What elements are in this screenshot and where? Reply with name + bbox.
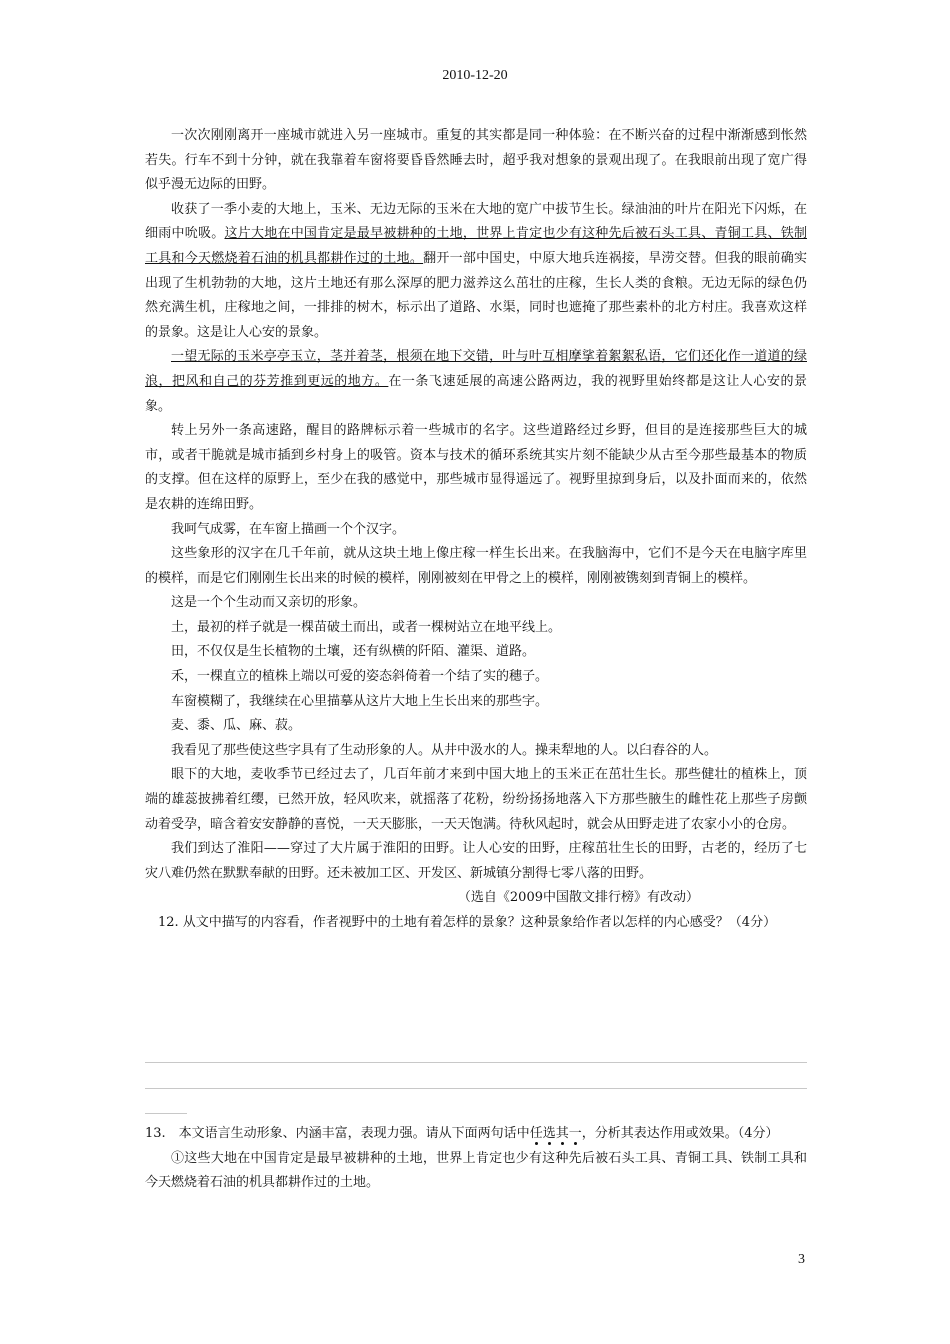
- paragraph: [145, 198, 807, 346]
- emphasis-char: 其: [555, 1126, 569, 1141]
- page-number: 3: [798, 1252, 805, 1267]
- paragraph: 这是一个个生动而又亲切的形象。: [171, 595, 367, 611]
- underlined-sentence: 这片大地在中国肯定是最早被耕种的土地，世界上肯定也少有这种先后被石头工具、青铜工具、铁制工具和今天燃烧着石油的机具都耕作过的土地。: [145, 226, 807, 266]
- paragraph: 田，不仅仅是生长植物的土壤，还有纵横的阡陌、灌渠、道路。: [171, 644, 536, 660]
- question-12: 12. 从文中描写的内容看，作者视野中的土地有着怎样的景象？这种景象给作者以怎样的内心感受？（4分）: [158, 915, 777, 930]
- paragraph: 转上另外一条高速路，醒目的路牌标示着一些城市的名字。这些道路经过乡野，但目的是连接那些巨大的城市，或者干脆就是城市插到乡村身上的吸管。资本与技术的循环系统其实片刻不能缺少从古至今那些最基本的物质的支撑。但在这样的原野上，至少在我的感觉中，那些城市显得遥远了。视野里掠到身后，以及扑面而来的，依然是农耕的连绵田野。: [145, 423, 807, 512]
- emphasis-char: 一: [568, 1126, 582, 1141]
- paragraph: 麦、黍、瓜、麻、菽。: [171, 718, 302, 734]
- answer-line[interactable]: [145, 1088, 807, 1089]
- question-text: ，分析其表达作用或效果。（4分）: [581, 1126, 779, 1141]
- paragraph: 我呵气成雾，在车窗上描画一个个汉字。: [171, 521, 406, 537]
- answer-line[interactable]: [145, 1062, 807, 1063]
- article-body: [145, 124, 807, 936]
- header-date: 2010-12-20: [442, 68, 508, 83]
- paragraph: 我们到达了淮阳——穿过了大片属于淮阳的田野。让人心安的田野，庄稼茁壮生长的田野，古老的，经历了七灾八难仍然在默默奉献的田野。还未被加工区、开发区、新城镇分割得七零八落的田野。: [145, 841, 807, 881]
- underlined-sentence: 一望无际的玉米亭亭玉立，茎并着茎，根须在地下交错，叶与叶互相摩挲着絮絮私语，它们还化作一道道的绿浪，把风和自己的芬芳推到更远的地方。: [145, 349, 807, 389]
- paragraph: [145, 345, 807, 419]
- answer-line[interactable]: [145, 1113, 187, 1114]
- emphasis-char: 任: [529, 1126, 543, 1141]
- emphasis-char: 选: [542, 1126, 556, 1141]
- paragraph-text: 收获了一季小麦的大地上，玉米、无边无际的玉米在大地的宽广中拔节生长。绿油油的叶片在阳光下闪烁，在细雨中吮吸。: [145, 201, 807, 242]
- paragraph: 土，最初的样子就是一棵苗破土而出，或者一棵树站立在地平线上。: [171, 619, 562, 635]
- paragraph: 车窗模糊了，我继续在心里描摹从这片大地上生长出来的那些字。: [171, 693, 549, 709]
- paragraph: 这些象形的汉字在几千年前，就从这块土地上像庄稼一样生长出来。在我脑海中，它们不是今天在电脑字库里的模样，而是它们刚刚生长出来的时候的模样，刚刚被刻在甲骨之上的模样，刚刚被镌刻到青铜上的模样。: [145, 546, 807, 586]
- question-text: 13. 本文语言生动形象、内涵丰富，表现力强。请从下面两句话中: [145, 1126, 530, 1141]
- paragraph: 眼下的大地，麦收季节已经过去了，几百年前才来到中国大地上的玉米正在茁壮生长。那些健壮的植株上，顶端的雄蕊披拂着红缨，已然开放，轻风吹来，就摇落了花粉，纷纷扬扬地落入下方那些腋生的雌性花上那些子房颤动着受孕，暗含着安安静静的喜悦，一天天膨胀，一天天饱满。待秋风起时，就会从田野走进了农家小小的仓房。: [145, 767, 807, 832]
- source-citation: （选自《2009中国散文排行榜》有改动）: [457, 890, 699, 906]
- paragraph: 禾，一棵直立的植株上端以可爱的姿态斜倚着一个结了实的穗子。: [171, 669, 549, 685]
- paragraph: 我看见了那些使这些字具有了生动形象的人。从井中汲水的人。操耒犁地的人。以臼舂谷的人。: [171, 742, 718, 758]
- question-13-item: ①这些大地在中国肯定是最早被耕种的土地，世界上肯定也少有这种先后被石头工具、青铜工具、铁制工具和今天燃烧着石油的机具都耕作过的土地。: [145, 1150, 807, 1191]
- paragraph: 一次次刚刚离开一座城市就进入另一座城市。重复的其实都是同一种体验：在不断兴奋的过程中渐渐感到怅然若失。行车不到十分钟，就在我靠着车窗将要昏昏然睡去时，超乎我对想象的景观出现了。在我眼前出现了宽广得似乎漫无边际的田野。: [145, 128, 807, 193]
- question-13-prompt: [145, 1122, 807, 1147]
- paragraph-text: 翻开一部中国史，中原大地兵连祸接，旱涝交替。但我的眼前确实出现了生机勃勃的大地，这片土地还有那么深厚的肥力滋养这么茁壮的庄稼，生长人类的食粮。无边无际的绿色仍然充满生机，庄稼地之间，一排排的树木，标示出了道路、水渠，同时也遮掩了那些素朴的北方村庄。我喜欢这样的景象。这是让人心安的景象。: [145, 250, 807, 340]
- question-13: [145, 1122, 807, 1196]
- paragraph-text: 在一条飞速延展的高速公路两边，我的视野里始终都是这让人心安的景象。: [145, 373, 807, 414]
